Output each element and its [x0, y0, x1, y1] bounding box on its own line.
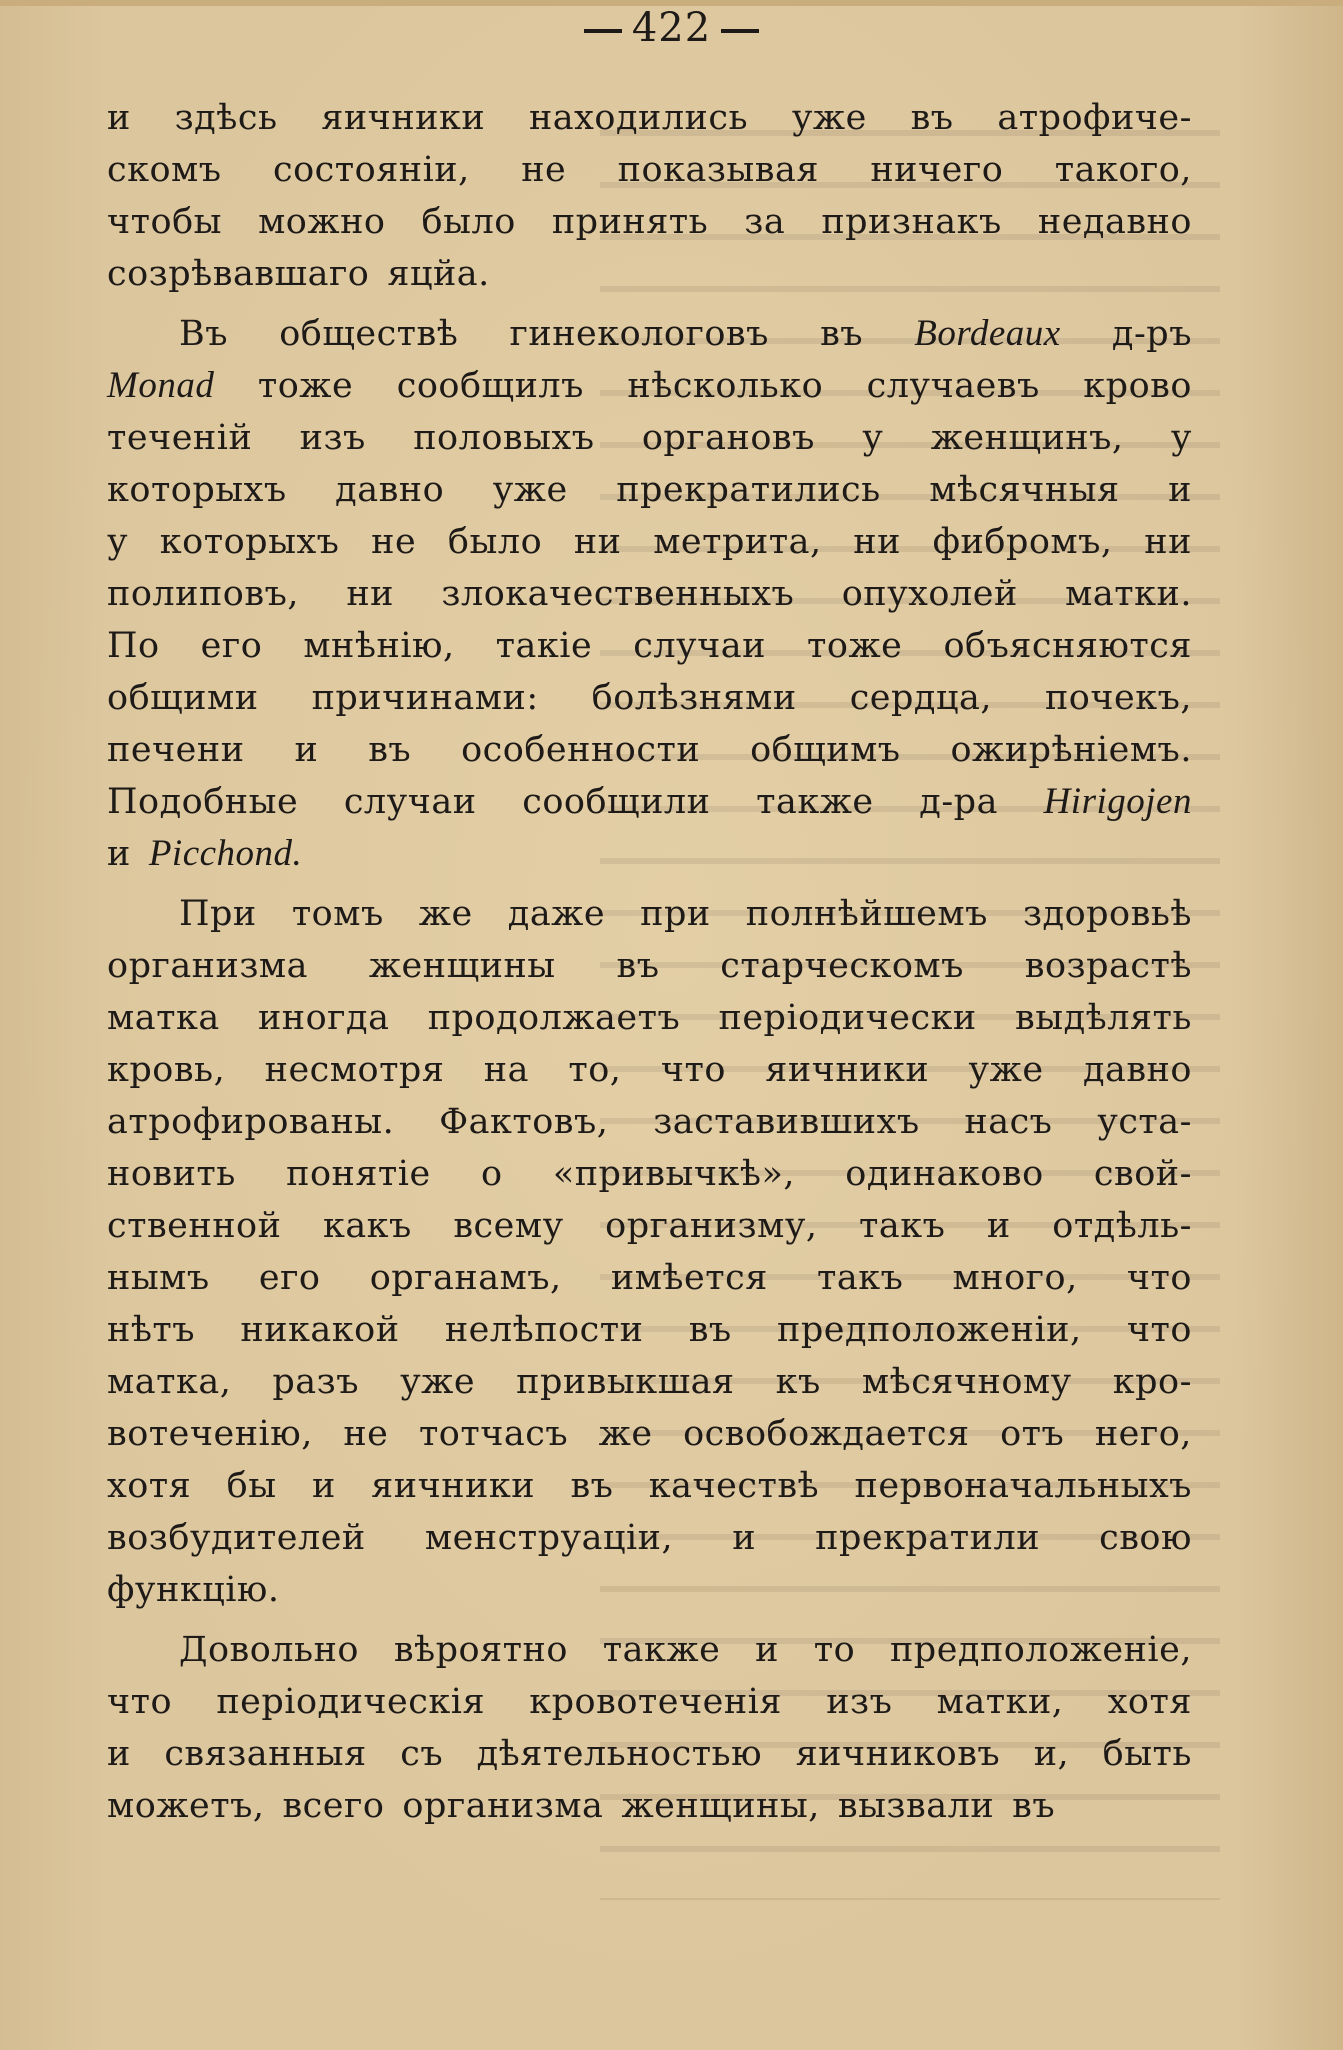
word: уже: [492, 470, 568, 510]
word: иногда: [257, 998, 390, 1038]
word: томъ: [291, 894, 384, 934]
word: давно: [1082, 1050, 1192, 1090]
word: также: [756, 782, 874, 822]
word: уже: [791, 98, 867, 138]
word: метрита,: [653, 522, 822, 562]
word: съ: [400, 1734, 444, 1774]
word: злокачественныхъ: [441, 574, 795, 614]
text-line: [107, 196, 1192, 248]
word: полиповъ,: [107, 574, 299, 614]
text-line: [107, 1780, 1192, 1832]
word: мѣсячному: [861, 1362, 1072, 1402]
text-line: [107, 308, 1192, 360]
word: насъ: [964, 1102, 1053, 1142]
word: же: [598, 1414, 653, 1454]
word: и: [732, 1518, 757, 1558]
word: можно: [258, 202, 386, 242]
word: періодически: [718, 998, 977, 1038]
word: вѣроятно: [393, 1630, 568, 1670]
word: было: [421, 202, 516, 242]
word: одинаково: [845, 1154, 1044, 1194]
word: случаи: [633, 626, 766, 666]
word: уста-: [1097, 1102, 1192, 1142]
paragraph: [107, 92, 1192, 300]
word: въ: [910, 98, 954, 138]
word: крово: [1083, 366, 1192, 406]
word: организма: [402, 1786, 604, 1826]
word: органовъ: [641, 418, 815, 458]
word: здоровьѣ: [1022, 894, 1192, 934]
text-line: [107, 1460, 1192, 1512]
page-number: [0, 5, 1343, 51]
word: организма: [107, 946, 309, 986]
word: и: [107, 834, 131, 874]
word: не: [343, 1414, 389, 1454]
word: общими: [107, 678, 259, 718]
word: никакой: [240, 1310, 400, 1350]
word: новить: [107, 1154, 236, 1194]
word: такъ: [816, 1258, 904, 1298]
word: его: [200, 626, 263, 666]
word: понятіе: [286, 1154, 431, 1194]
word: не: [521, 150, 567, 190]
italic-name: Hirigojen: [1043, 781, 1192, 822]
text-line: [107, 1408, 1192, 1460]
word: кровотеченія: [529, 1682, 782, 1722]
word: причинами:: [311, 678, 539, 718]
word: и: [107, 1734, 131, 1774]
word: обществѣ: [279, 314, 459, 354]
word: мнѣнію,: [303, 626, 455, 666]
word: въ: [1012, 1786, 1056, 1826]
word: дѣятельностью: [476, 1734, 763, 1774]
word: что: [1126, 1258, 1192, 1298]
word: въ: [616, 946, 660, 986]
word: первоначальныхъ: [854, 1466, 1192, 1506]
word: давно: [335, 470, 445, 510]
word: за: [744, 202, 786, 242]
word: связанныя: [164, 1734, 367, 1774]
word: хотя: [1107, 1682, 1192, 1722]
word: него,: [1094, 1414, 1192, 1454]
word: и,: [1033, 1734, 1070, 1774]
italic-name: Picchond.: [148, 833, 303, 874]
word: тоже: [257, 366, 354, 406]
word: половыхъ: [413, 418, 595, 458]
text-line: [107, 1096, 1192, 1148]
word: свой-: [1093, 1154, 1192, 1194]
page-number-dash-left: [584, 29, 622, 33]
word: такъ: [859, 1206, 946, 1246]
word: болѣзнями: [591, 678, 797, 718]
word: нымъ: [107, 1258, 210, 1298]
italic-name: Monad: [107, 365, 215, 406]
word: ни: [853, 522, 901, 562]
word: и: [311, 1466, 336, 1506]
word: изъ: [299, 418, 366, 458]
word: возбудителей: [107, 1518, 366, 1558]
word: у: [107, 522, 129, 562]
text-line: [107, 888, 1192, 940]
word: тотчасъ: [418, 1414, 569, 1454]
text-line: [107, 1624, 1192, 1676]
word: ни: [1144, 522, 1192, 562]
word: Довольно: [179, 1630, 359, 1670]
word: отдѣль-: [1052, 1206, 1192, 1246]
word: При: [179, 894, 257, 934]
word: быть: [1102, 1734, 1192, 1774]
word: бы: [226, 1466, 277, 1506]
word: и: [1168, 470, 1192, 510]
word: что: [107, 1682, 173, 1722]
word: какъ: [322, 1206, 412, 1246]
word: свою: [1099, 1518, 1192, 1558]
paragraph: [107, 1624, 1192, 1832]
text-line: [107, 1356, 1192, 1408]
word: функцію.: [107, 1570, 280, 1610]
text-line: [107, 464, 1192, 516]
word: д-ра: [919, 782, 998, 822]
word: недавно: [1037, 202, 1192, 242]
text-line: [107, 940, 1192, 992]
word: женщины,: [621, 1786, 820, 1826]
text-line: [107, 992, 1192, 1044]
word: вотеченію,: [107, 1414, 313, 1454]
word: несмотря: [264, 1050, 445, 1090]
word: въ: [570, 1466, 614, 1506]
text-line: [107, 620, 1192, 672]
word: нѣсколько: [627, 366, 824, 406]
word: отъ: [1000, 1414, 1065, 1454]
word: случаи: [343, 782, 477, 822]
text-line: [107, 144, 1192, 196]
word: къ: [775, 1362, 821, 1402]
word: то: [813, 1630, 856, 1670]
word: тоже: [807, 626, 903, 666]
word: привыкшая: [516, 1362, 735, 1402]
word: особенности: [461, 730, 701, 770]
word: яичниковъ: [795, 1734, 1001, 1774]
word: женщины: [368, 946, 556, 986]
word: полнѣйшемъ: [745, 894, 988, 934]
word: освобождается: [683, 1414, 970, 1454]
word: выдѣлять: [1015, 998, 1192, 1038]
word: нѣтъ: [107, 1310, 196, 1350]
word: матка,: [107, 1362, 232, 1402]
word: созрѣвавшаго: [107, 254, 370, 294]
word: органамъ,: [369, 1258, 562, 1298]
text-line: [107, 1044, 1192, 1096]
word: въ: [688, 1310, 732, 1350]
word: которыхъ: [159, 522, 340, 562]
word: опухолей: [841, 574, 1018, 614]
word: у: [1170, 418, 1192, 458]
page-number-dash-right: [721, 29, 759, 33]
word: принять: [551, 202, 709, 242]
word: нелѣпости: [444, 1310, 644, 1350]
word: теченій: [107, 418, 253, 458]
word: сообщили: [522, 782, 711, 822]
word: ственной: [107, 1206, 282, 1246]
word: уже: [400, 1362, 476, 1402]
word: и: [986, 1206, 1011, 1246]
word: качествѣ: [648, 1466, 820, 1506]
word: можетъ,: [107, 1786, 265, 1826]
word: гинекологовъ: [509, 314, 769, 354]
word: состояніи,: [272, 150, 470, 190]
word: яичники: [321, 98, 486, 138]
text-line: [107, 828, 1192, 880]
word: много,: [952, 1258, 1078, 1298]
word: матка: [107, 998, 220, 1038]
word: то,: [568, 1050, 622, 1090]
word: же: [418, 894, 473, 934]
word: даже: [507, 894, 606, 934]
word: скомъ: [107, 150, 222, 190]
word: яцйа.: [387, 254, 490, 294]
word: не: [371, 522, 417, 562]
word: всего: [282, 1786, 385, 1826]
text-line: [107, 1512, 1192, 1564]
word: у: [862, 418, 884, 458]
word: находились: [528, 98, 749, 138]
word: ожирѣніемъ.: [950, 730, 1192, 770]
page-number-value: 422: [631, 5, 712, 51]
word: ничего: [870, 150, 1004, 190]
text-line: [107, 724, 1192, 776]
word: которыхъ: [107, 470, 287, 510]
word: и: [294, 730, 319, 770]
word: и: [107, 98, 131, 138]
word: печени: [107, 730, 245, 770]
text-line: [107, 1252, 1192, 1304]
word: также: [602, 1630, 721, 1670]
word: заставившихъ: [653, 1102, 920, 1142]
text-line: [107, 1148, 1192, 1200]
word: чтобы: [107, 202, 223, 242]
word: Фактовъ,: [439, 1102, 609, 1142]
text-line: [107, 92, 1192, 144]
text-line: [107, 360, 1192, 412]
word: о: [480, 1154, 503, 1194]
word: его: [258, 1258, 321, 1298]
paragraph: [107, 308, 1192, 880]
text-line: [107, 248, 1192, 300]
word: предположеніе,: [889, 1630, 1192, 1670]
word: прекратили: [815, 1518, 1041, 1558]
word: что: [660, 1050, 726, 1090]
text-line: [107, 1304, 1192, 1356]
word: изъ: [826, 1682, 893, 1722]
word: вызвали: [837, 1786, 995, 1826]
word: такіе: [495, 626, 593, 666]
word: было: [447, 522, 543, 562]
word: сообщилъ: [396, 366, 584, 406]
word: По: [107, 626, 160, 666]
word: д-ръ: [1111, 314, 1192, 354]
text-line: [107, 1676, 1192, 1728]
word: яичники: [765, 1050, 930, 1090]
word: старческомъ: [720, 946, 964, 986]
word: женщинъ,: [930, 418, 1124, 458]
word: всему: [453, 1206, 564, 1246]
text-line: [107, 568, 1192, 620]
word: здѣсь: [174, 98, 278, 138]
word: почекъ,: [1044, 678, 1192, 718]
word: Въ: [179, 314, 228, 354]
text-line: [107, 1728, 1192, 1780]
word: яичники: [371, 1466, 536, 1506]
word: продолжаетъ: [427, 998, 681, 1038]
word: въ: [820, 314, 864, 354]
word: въ: [368, 730, 412, 770]
word: фибромъ,: [932, 522, 1113, 562]
word: общимъ: [750, 730, 901, 770]
word: предположеніи,: [777, 1310, 1082, 1350]
word: менструаціи,: [424, 1518, 674, 1558]
text-line: [107, 672, 1192, 724]
text-line: [107, 1564, 1192, 1616]
word: возрастѣ: [1024, 946, 1192, 986]
word: показывая: [617, 150, 819, 190]
paragraph: [107, 888, 1192, 1616]
word: разъ: [272, 1362, 360, 1402]
word: матки,: [936, 1682, 1064, 1722]
word: уже: [968, 1050, 1044, 1090]
text-line: [107, 412, 1192, 464]
text-line: [107, 516, 1192, 568]
word: прекратились: [616, 470, 881, 510]
word: атрофиче-: [997, 98, 1192, 138]
body-text: [107, 92, 1192, 1832]
word: объясняются: [943, 626, 1192, 666]
word: Подобные: [107, 782, 299, 822]
word: ни: [346, 574, 395, 614]
text-line: [107, 1200, 1192, 1252]
word: матки.: [1065, 574, 1192, 614]
word: атрофированы.: [107, 1102, 395, 1142]
word: случаевъ: [866, 366, 1040, 406]
word: кровь,: [107, 1050, 226, 1090]
word: такого,: [1054, 150, 1192, 190]
word: организму,: [605, 1206, 818, 1246]
word: хотя: [107, 1466, 192, 1506]
word: періодическія: [216, 1682, 486, 1722]
word: при: [640, 894, 711, 934]
word: кро-: [1112, 1362, 1192, 1402]
word: «привычкѣ»,: [552, 1154, 796, 1194]
word: мѣсячныя: [929, 470, 1120, 510]
word: и: [755, 1630, 779, 1670]
word: ни: [573, 522, 622, 562]
word: имѣется: [610, 1258, 768, 1298]
word: что: [1126, 1310, 1192, 1350]
word: признакъ: [821, 202, 1002, 242]
word: на: [483, 1050, 529, 1090]
word: сердца,: [849, 678, 992, 718]
italic-name: Bordeaux: [914, 313, 1061, 354]
text-line: [107, 776, 1192, 828]
